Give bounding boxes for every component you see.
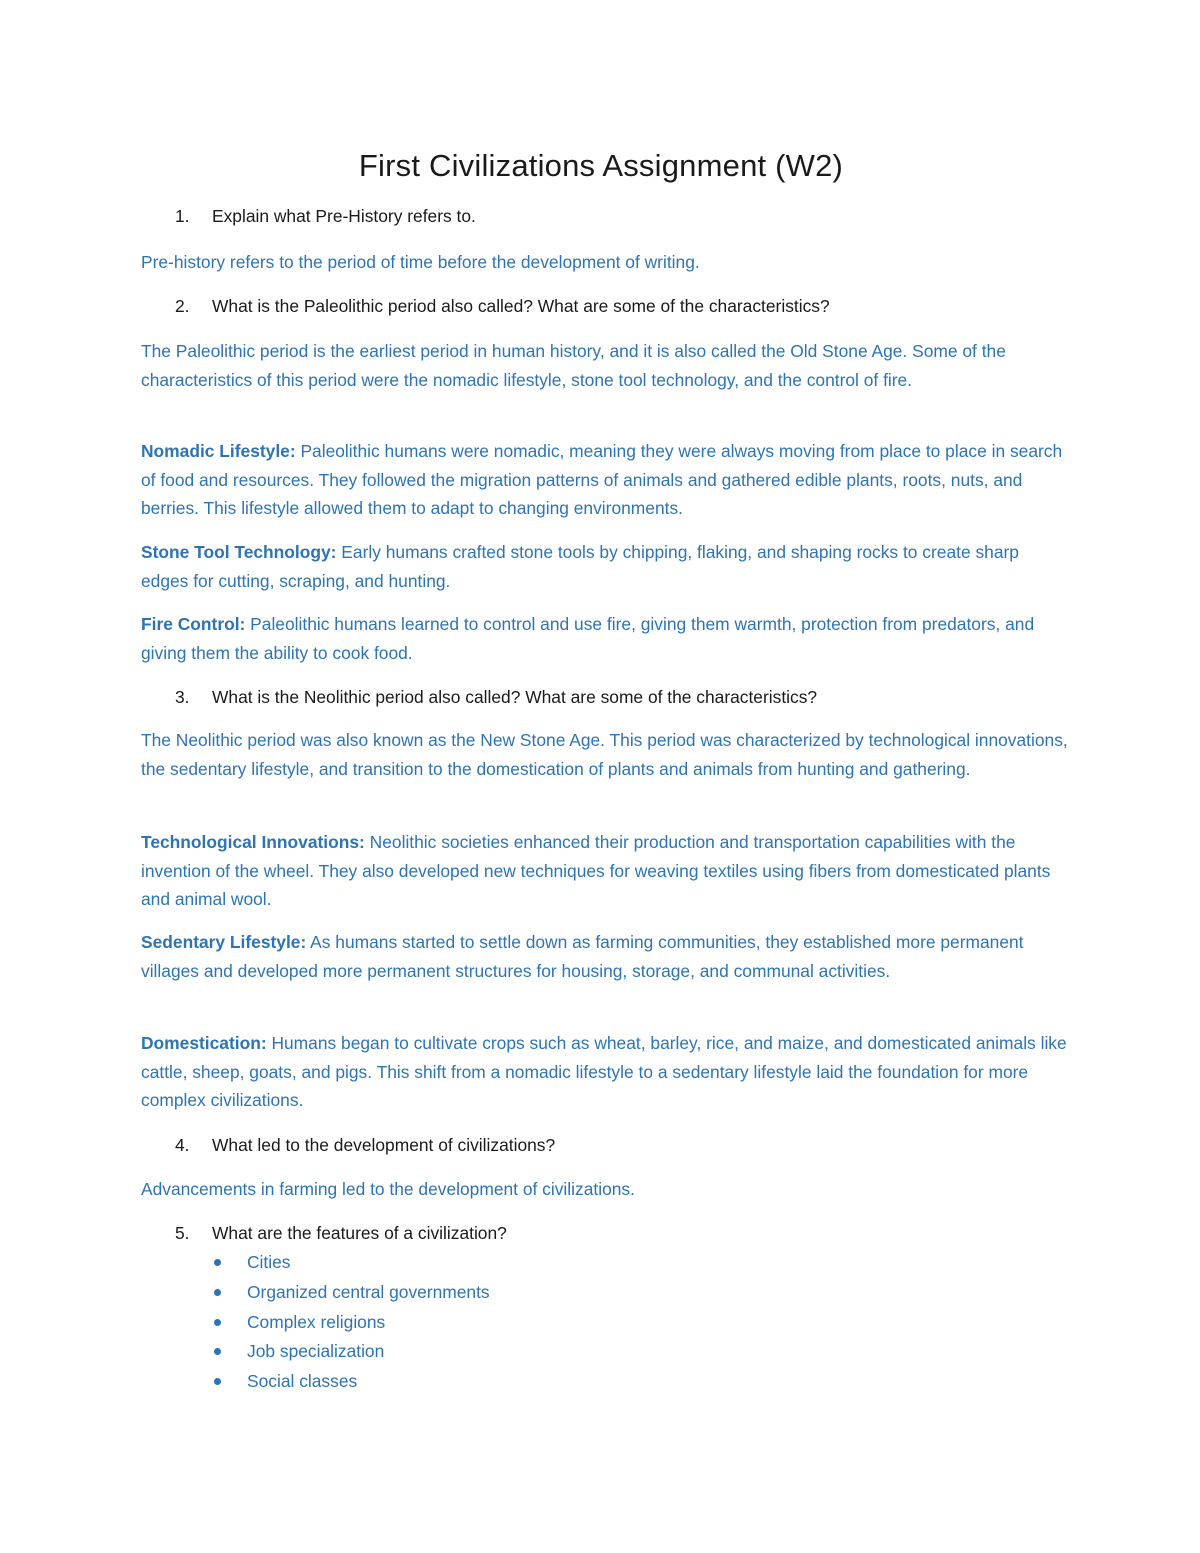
bullet-icon (214, 1289, 221, 1296)
list-item-text: Organized central governments (247, 1281, 490, 1302)
list-item-text: Complex religions (247, 1311, 386, 1332)
list-item-text: Job specialization (247, 1341, 385, 1362)
answer-3-sedentary (141, 928, 1071, 985)
list-item (214, 1278, 490, 1308)
answer-2-nomadic (141, 437, 1071, 523)
bullet-icon (214, 1319, 221, 1326)
term-label: Domestication: (141, 1033, 267, 1053)
question-3 (175, 683, 817, 712)
list-item (214, 1308, 490, 1338)
list-item-text: Cities (247, 1252, 291, 1272)
answer-2-stone-tools (141, 538, 1071, 595)
answer-3-intro: The Neolithic period was also known as the New Stone Age. This period was characterized by technological innovations, the sedentary lifestyle, and transition to the domestication of plants and animals from hunting and gathering. (141, 730, 1068, 779)
question-number: 4. (175, 1135, 190, 1155)
question-5 (175, 1219, 507, 1248)
term-text: As humans started to settle down as farming communities, they established more permanent villages and developed more permanent structures for housing, storage, and communal activities. (141, 932, 1024, 981)
term-label: Sedentary Lifestyle: (141, 932, 307, 952)
term-text: Early humans crafted stone tools by chipping, flaking, and shaping rocks to create sharp edges for cutting, scraping, and hunting. (141, 542, 1019, 591)
answer-3-domestication (141, 1029, 1071, 1115)
question-4 (175, 1131, 555, 1160)
term-label: Nomadic Lifestyle: (141, 441, 296, 461)
question-number: 3. (175, 687, 190, 707)
bullet-icon (214, 1348, 221, 1355)
term-text: Neolithic societies enhanced their production and transportation capabilities with the invention of the wheel. They also developed new techniques for weaving textiles using fibers from domesticated plants and animal wool. (141, 832, 1051, 910)
term-text: Paleolithic humans were nomadic, meaning they were always moving from place to place in search of food and resources. They followed the migration patterns of animals and gathered edible plants, roots, nuts, and berries. This lifestyle allowed them to adapt to changing environments. (141, 441, 1063, 519)
question-text: What is the Paleolithic period also called? What are some of the characteristics? (212, 296, 830, 316)
document-title: First Civilizations Assignment (W2) (358, 148, 844, 183)
answer-2-intro: The Paleolithic period is the earliest period in human history, and it is also called the Old Stone Age. Some of the characteristics of this period were the nomadic lifestyle, stone tool technology, and the control of fire. (141, 341, 1006, 390)
question-1 (175, 202, 476, 231)
term-label: Stone Tool Technology: (141, 542, 337, 562)
answer-3-technology (141, 828, 1071, 914)
list-item-text: Social classes (247, 1371, 358, 1392)
list-item (214, 1248, 490, 1278)
question-number: 2. (175, 296, 190, 316)
question-text: Explain what Pre-History refers to. (212, 206, 476, 226)
question-number: 1. (175, 206, 190, 226)
question-2 (175, 292, 830, 321)
answer-4: Advancements in farming led to the development of civilizations. (141, 1179, 635, 1199)
term-label: Fire Control: (141, 614, 246, 634)
term-label: Technological Innovations: (141, 832, 365, 852)
term-text: Humans began to cultivate crops such as wheat, barley, rice, and maize, and domesticated animals like cattle, sheep, goats, and pigs. This shift from a nomadic lifestyle to a sedentary lifestyle laid the foundation for more complex civilizations. (141, 1033, 1067, 1111)
answer-1: Pre-history refers to the period of time before the development of writing. (141, 252, 700, 272)
bullet-icon (214, 1259, 221, 1266)
civilization-features-list (214, 1248, 490, 1397)
question-number: 5. (175, 1223, 190, 1243)
bullet-icon (214, 1378, 221, 1385)
question-text: What is the Neolithic period also called? What are some of the characteristics? (212, 687, 818, 707)
list-item (214, 1367, 490, 1397)
list-item (214, 1337, 490, 1367)
answer-2-fire (141, 610, 1071, 667)
term-text: Paleolithic humans learned to control and use fire, giving them warmth, protection from predators, and giving them the ability to cook food. (141, 614, 1035, 663)
question-text: What led to the development of civilizations? (212, 1135, 556, 1155)
question-text: What are the features of a civilization? (212, 1223, 507, 1243)
